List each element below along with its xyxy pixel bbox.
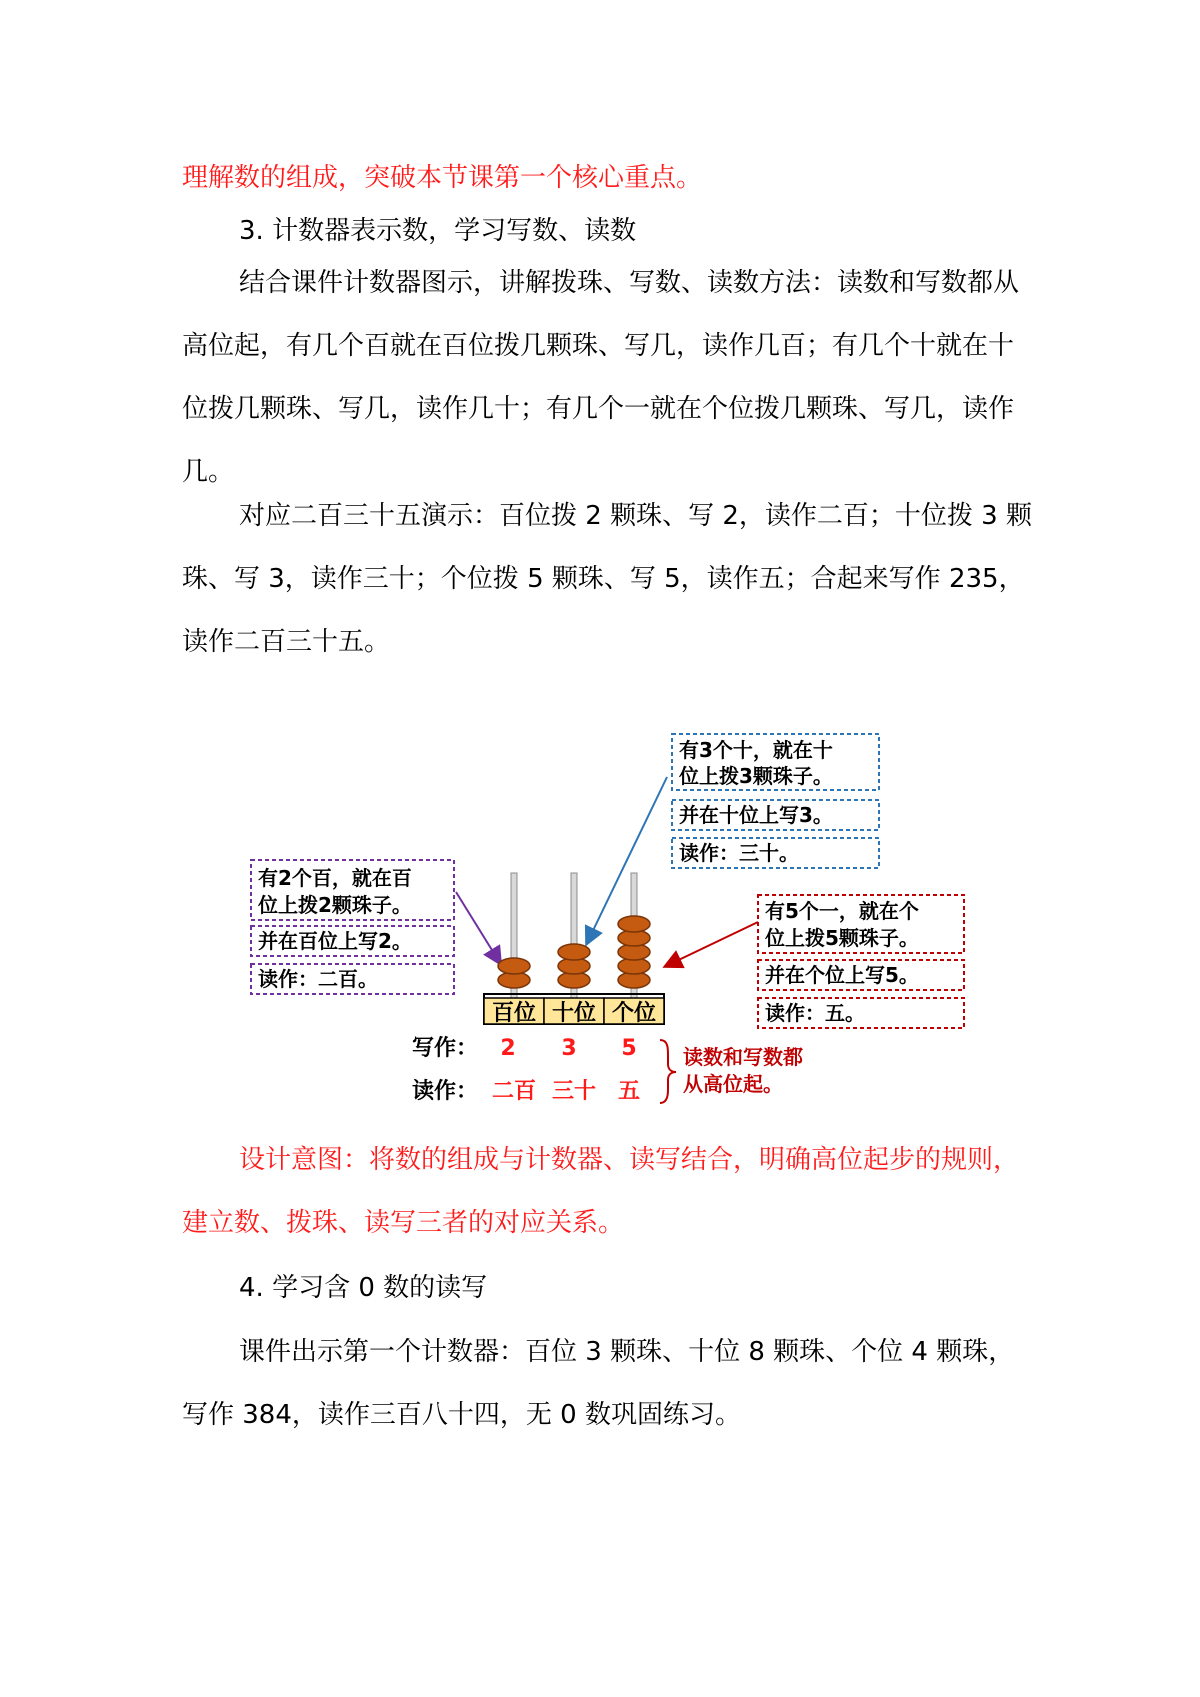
hundreds-arrow	[456, 892, 500, 963]
paragraph-design-intent: 设计意图：将数的组成与计数器、读写结合，明确高位起步的规则，建立数、拨珠、读写三者的对应关系。	[182, 1145, 1020, 1238]
tens-bead	[558, 944, 590, 960]
paragraph-demo: 对应二百三十五演示：百位拨 2 颗珠、写 2，读作二百；十位拨 3 颗珠、写 3，读作三十；个位拨 5 颗珠、写 5，读作五；合起来写作 235，读作二百三十五。	[182, 501, 1032, 657]
ones-callout	[758, 895, 964, 1028]
tens-callout-line2: 位上拨3颗珠子。	[679, 764, 833, 788]
ones-reading: 五	[617, 1079, 641, 1104]
ones-callout-line1: 有5个一，就在个	[765, 899, 919, 923]
hundreds-written-digit: 2	[500, 1036, 516, 1061]
ones-arrow	[666, 922, 758, 966]
paragraph-intro-end: 理解数的组成，突破本节课第一个核心重点。	[182, 163, 703, 193]
bracket-brace	[660, 1040, 676, 1103]
tens-place-label: 十位	[551, 1001, 597, 1026]
note-line1: 读数和写数都	[683, 1045, 803, 1069]
section-heading-4: 4. 学习含 0 数的读写	[239, 1273, 488, 1303]
hundreds-bead	[498, 958, 530, 974]
hundreds-callout-line1: 有2个百，就在百	[258, 866, 412, 890]
ones-bead	[618, 916, 650, 932]
tens-reading: 三十	[551, 1079, 597, 1104]
tens-written-digit: 3	[561, 1036, 577, 1061]
hundreds-callout	[251, 860, 454, 994]
ones-write-note: 并在个位上写5。	[765, 963, 919, 987]
tens-callout	[672, 734, 879, 868]
note-line2: 从高位起。	[683, 1072, 783, 1096]
tens-write-note: 并在十位上写3。	[679, 803, 833, 827]
hundreds-reading: 二百	[491, 1079, 537, 1104]
ones-read-note: 读作：五。	[765, 1001, 865, 1025]
paragraph-example-384: 课件出示第一个计数器：百位 3 颗珠、十位 8 颗珠、个位 4 颗珠，写作 384，读作三百八十四，无 0 数巩固练习。	[182, 1337, 1015, 1430]
section-heading-3: 3. 计数器表示数，学习写数、读数	[239, 216, 637, 246]
ones-place-label: 个位	[611, 1001, 657, 1026]
read-label: 读作：	[412, 1079, 479, 1104]
ones-written-digit: 5	[621, 1036, 637, 1061]
hundreds-place-label: 百位	[491, 1001, 537, 1026]
write-label: 写作：	[412, 1036, 479, 1061]
tens-read-note: 读作：三十。	[679, 841, 799, 865]
abacus-base	[484, 994, 664, 1026]
hundreds-callout-line2: 位上拨2颗珠子。	[258, 893, 412, 917]
paragraph-method: 结合课件计数器图示，讲解拨珠、写数、读数方法：读数和写数都从高位起，有几个百就在百位拨几颗珠、写几，读作几百；有几个十就在十位拨几颗珠、写几，读作几十；有几个一就在个位拨几颗珠、写几，读作几。	[182, 268, 1020, 487]
tens-callout-line1: 有3个十，就在十	[679, 738, 833, 762]
ones-callout-line2: 位上拨5颗珠子。	[765, 926, 919, 950]
hundreds-read-note: 读作：二百。	[258, 967, 378, 991]
hundreds-write-note: 并在百位上写2。	[258, 929, 412, 953]
